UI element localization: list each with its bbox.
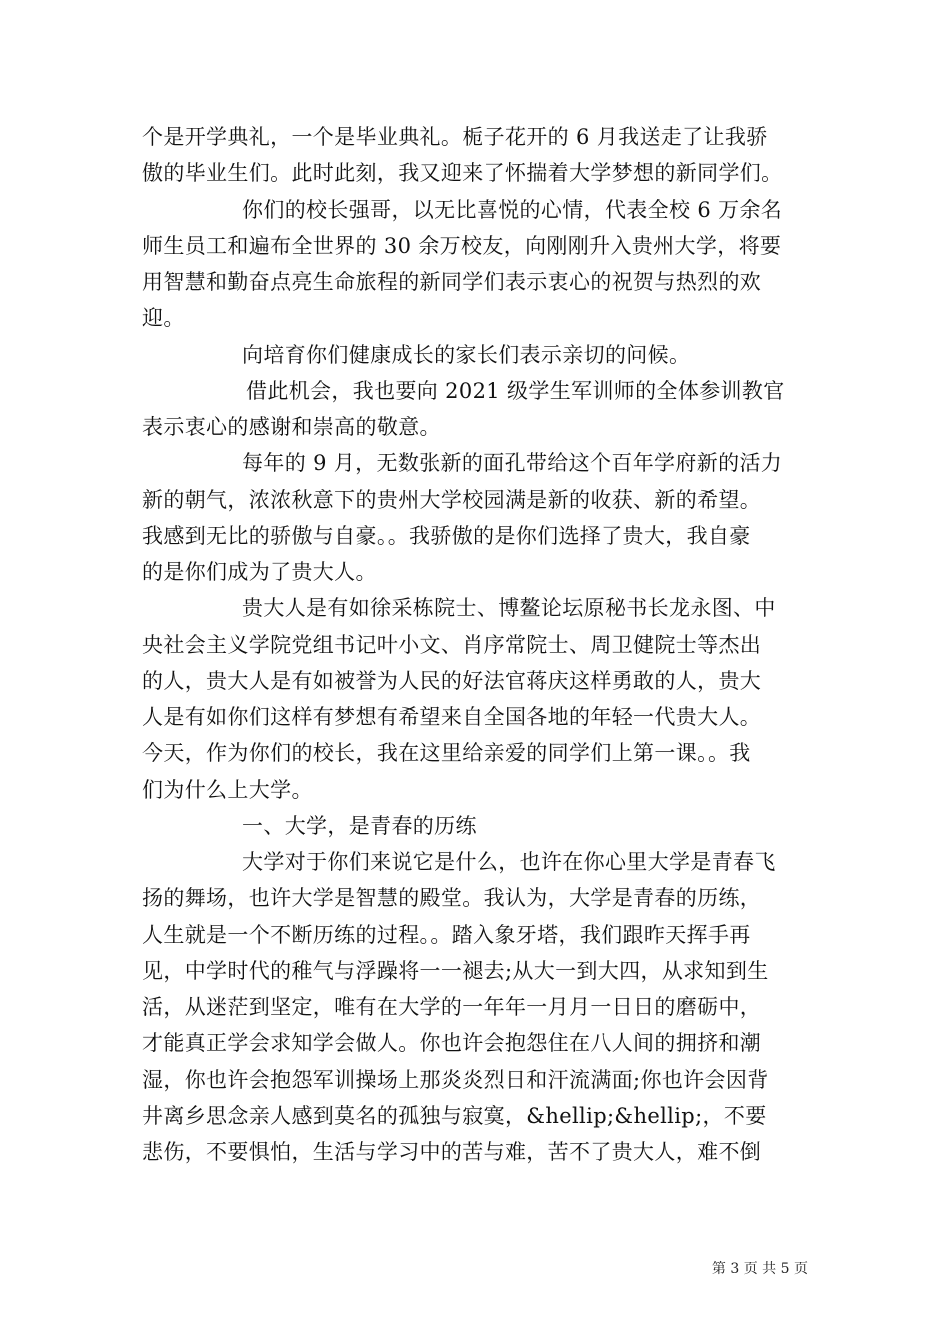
text-line: 才能真正学会求知学会做人。你也许会抱怨住在八人间的拥挤和潮	[142, 1031, 762, 1056]
text-line: 人生就是一个不断历练的过程。。踏入象牙塔，我们跟昨天挥手再	[142, 922, 751, 947]
text-line: 用智慧和勤奋点亮生命旅程的新同学们表示衷心的祝贺与热烈的欢	[142, 270, 762, 294]
paragraph-start: 大学对于你们来说它是什么，也许在你心里大学是青春飞	[242, 850, 776, 874]
text-line: 扬的舞场，也许大学是智慧的殿堂。我认为，大学是青春的历练，	[142, 886, 762, 911]
text-line: 个是开学典礼，一个是毕业典礼。栀子花开的 6 月我送走了让我骄	[142, 125, 768, 149]
text-line: 湿，你也许会抱怨军训操场上那炎炎烈日和汗流满面;你也许会因背	[142, 1067, 769, 1092]
text-line: 井离乡思念亲人感到莫名的孤独与寂寞，&hellip;&hellip;，不要	[142, 1103, 767, 1128]
paragraph-start: 借此机会，我也要向 2021 级学生军训师的全体参训教官	[246, 378, 785, 403]
text-line: 悲伤，不要惧怕，生活与学习中的苦与难，苦不了贵大人，难不倒	[142, 1140, 762, 1164]
text-line: 的是你们成为了贵大人。	[142, 560, 377, 584]
page-number: 第 3 页 共 5 页	[711, 1261, 808, 1277]
text-line: 师生员工和遍布全世界的 30 余万校友，向刚刚升入贵州大学，将要	[142, 233, 782, 258]
text-line: 新的朝气，浓浓秋意下的贵州大学校园满是新的收获、新的希望。	[142, 487, 762, 512]
text-line: 们为什么上大学。	[142, 777, 313, 802]
text-line: 傲的毕业生们。此时此刻，我又迎来了怀揣着大学梦想的新同学们。	[142, 161, 783, 186]
paragraph-start: 你们的校长强哥，以无比喜悦的心情，代表全校 6 万余名	[242, 197, 783, 222]
text-line: 活，从迷茫到坚定，唯有在大学的一年年一月月一日日的磨砺中，	[142, 995, 762, 1019]
document-body	[142, 119, 812, 1170]
paragraph-start: 每年的 9 月，无数张新的面孔带给这个百年学府新的活力	[242, 451, 783, 476]
section-heading: 一、大学，是青春的历练	[242, 813, 477, 838]
text-line: 今天，作为你们的校长，我在这里给亲爱的同学们上第一课。。我	[142, 741, 751, 766]
text-line: 我感到无比的骄傲与自豪。。我骄傲的是你们选择了贵大，我自豪	[142, 523, 751, 548]
paragraph-start: 贵大人是有如徐采栋院士、博鳌论坛原秘书长龙永图、中	[242, 596, 776, 621]
text-line: 人是有如你们这样有梦想有希望来自全国各地的年轻一代贵大人。	[142, 705, 762, 729]
text-line: 央社会主义学院党组书记叶小文、肖序常院士、周卫健院士等杰出	[142, 632, 762, 657]
paragraph-start: 向培育你们健康成长的家长们表示亲切的问候。	[242, 342, 691, 367]
text-line: 见，中学时代的稚气与浮躁将一一褪去;从大一到大四，从求知到生	[142, 958, 769, 983]
text-line: 的人，贵大人是有如被誉为人民的好法官蒋庆这样勇敢的人，贵大	[142, 668, 762, 693]
text-line: 迎。	[142, 306, 185, 331]
text-line: 表示衷心的感谢和崇高的敬意。	[142, 415, 441, 439]
